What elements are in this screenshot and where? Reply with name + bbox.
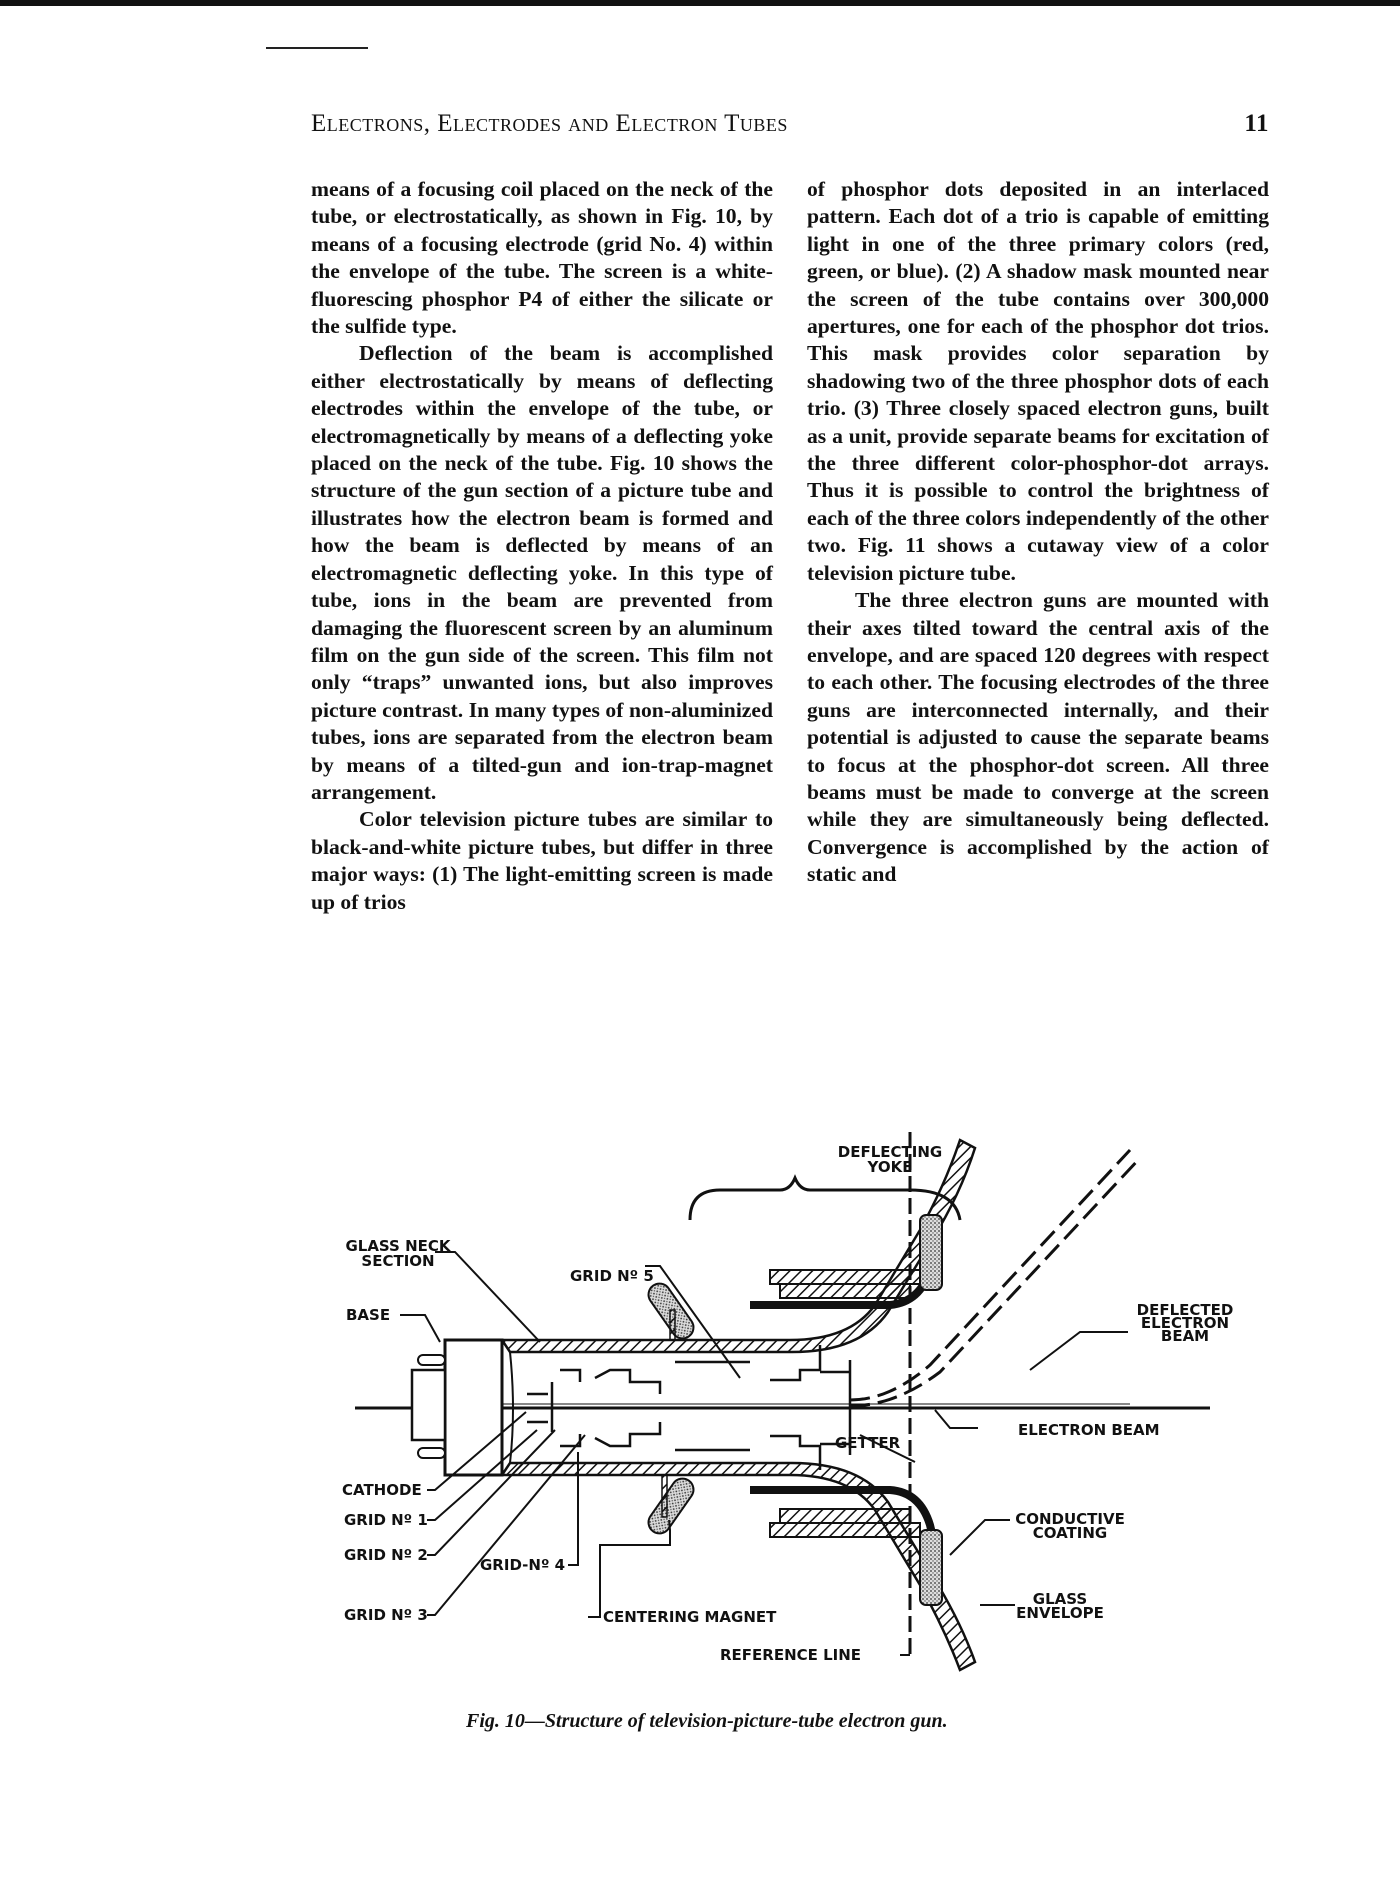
paragraph: Deflection of the beam is accomplished either electrostatically by means of deflecting electrodes within the envelope of the tube, or electromagnetically by means of a deflecting yoke placed on the neck of the tube. Fig. 10 shows the structure of the gun section of a picture tube and illustrates how the electron beam is formed and how the beam is deflected by means of an electromagnetic deflecting yoke. In this type of tube, ions in the beam are prevented from damaging the fluorescent screen by an aluminum film on the gun side of the screen. This film not only “traps” unwanted ions, but also improves picture contrast. In many types of non-aluminized tubes, ions are separated from the electron beam by means of a tilted-gun and ion-trap-magnet arrangement. <box>311 341 773 804</box>
label-getter: GETTER <box>835 1434 901 1452</box>
label-glass-envelope: ENVELOPE <box>1016 1604 1104 1622</box>
label-centering-magnet: CENTERING MAGNET <box>603 1608 777 1626</box>
label-glass-neck-section: GLASS NECK <box>345 1237 451 1255</box>
base-shape <box>412 1340 502 1475</box>
label-conductive-coating: CONDUCTIVE <box>1015 1510 1125 1528</box>
label-electron-beam: ELECTRON BEAM <box>1018 1421 1160 1439</box>
label-grid-2: GRID Nº 2 <box>344 1546 428 1564</box>
leader-lines <box>400 1252 1128 1655</box>
page-number: 11 <box>1244 110 1269 137</box>
right-column <box>807 176 1269 889</box>
run-in-heading: Color television picture tubes <box>359 807 637 832</box>
label-deflected-electron-beam: DEFLECTED <box>1136 1301 1234 1319</box>
paragraph: The three electron guns are mounted with their axes tilted toward the central axis of the envelope, and are spaced 120 degrees with respect to each other. The focusing electrodes of the three guns are interconnected internally, and their potential is adjusted to cause the separate beams to focus at the phosphor-dot screen. All three beams must be made to converge at the screen while they are simultaneously being deflected. Convergence is accomplished by the action of static and <box>807 588 1269 887</box>
yoke-brace <box>690 1178 960 1220</box>
paragraph <box>311 806 773 916</box>
running-header <box>311 110 1269 144</box>
paragraph: means of a focusing coil placed on the neck of the tube, or electrostatically, as shown in Fig. 10, by means of a focusing electrode (grid No. 4) within the envelope of the tube. The screen is a white-fluorescing phosphor P4 of either the silicate or the sulfide type. <box>311 177 773 339</box>
label-base: BASE <box>346 1306 391 1324</box>
left-column <box>311 176 773 916</box>
figure-10-electron-gun-diagram <box>330 1130 1250 1690</box>
deflecting-yoke-top <box>644 1215 942 1343</box>
label-grid-1: GRID Nº 1 <box>344 1511 428 1529</box>
label-reference-line: REFERENCE LINE <box>720 1646 862 1664</box>
glass-neck <box>502 1140 975 1670</box>
label-conductive-coating: COATING <box>1032 1524 1108 1542</box>
top-scan-border <box>0 0 1400 6</box>
label-glass-envelope: GLASS <box>1032 1590 1088 1608</box>
figure-caption: Fig. 10—Structure of television-picture-tube electron gun. <box>466 1710 948 1732</box>
label-cathode: CATHODE <box>342 1481 422 1499</box>
label-grid-3: GRID Nº 3 <box>344 1606 428 1624</box>
decorative-rule <box>266 47 368 49</box>
paragraph: of phosphor dots deposited in an interlaced pattern. Each dot of a trio is capable of emitting light in one of the three primary colors (red, green, or blue). (2) A shadow mask mounted near the screen of the tube contains over 300,000 apertures, one for each of the phosphor dot trios. This mask provides color separation by shadowing two of the three phosphor dots of each trio. (3) Three closely spaced electron guns, built as a unit, provide separate beams for excitation of the three different color-phosphor-dot arrays. Thus it is possible to control the brightness of each of the three colors independently of the other two. Fig. 11 shows a cutaway view of a color television picture tube. <box>807 177 1269 585</box>
label-deflecting-yoke: DEFLECTING <box>837 1143 943 1161</box>
label-deflecting-yoke: YOKE <box>867 1158 913 1176</box>
paragraph-text: are similar to black-and-white picture tubes, but differ in three major ways: (1) The light-emitting screen is made up of trios <box>311 807 773 914</box>
running-title: Electrons, Electrodes and Electron Tubes <box>311 110 788 137</box>
label-deflected-electron-beam: ELECTRON <box>1140 1314 1230 1332</box>
electron-gun-drawing <box>330 1130 1250 1690</box>
label-deflected-electron-beam: BEAM <box>1160 1327 1210 1345</box>
label-grid-4: GRID-Nº 4 <box>480 1556 566 1574</box>
label-grid-5: GRID Nº 5 <box>570 1267 654 1285</box>
label-glass-neck-section: SECTION <box>361 1252 435 1270</box>
